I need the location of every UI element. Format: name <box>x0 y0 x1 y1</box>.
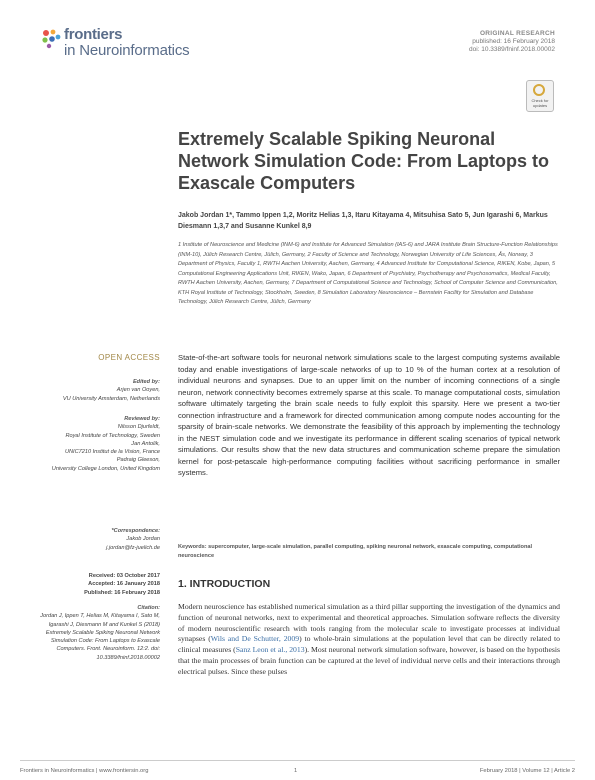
body-text-part: ). Most neuronal network simulation software, however, is based on the hypothesis that the main processes of brain function can be captured at the level of individual nerve cells and their interactions through electrical pulses. Since these pulses <box>178 645 560 676</box>
editor-block <box>40 378 160 403</box>
correspondence-block <box>40 527 160 552</box>
published-date: published: 16 February 2018 <box>472 38 555 45</box>
footer-issue: February 2018 | Volume 12 | Article 2 <box>479 768 575 774</box>
editor-affiliation: VU University Amsterdam, Netherlands <box>62 395 160 402</box>
reviewers-block <box>40 415 160 473</box>
published-date-sidebar: Published: 16 February 2018 <box>84 589 160 596</box>
open-access-label: OPEN ACCESS <box>98 353 160 362</box>
reviewer-name[interactable]: Nilsson Djurfeldt, <box>117 424 160 431</box>
keywords: Keywords: supercomputer, large-scale simulation, parallel computing, spiking neuronal network, exascale computing, computational neuroscience <box>178 544 533 559</box>
abstract: State-of-the-art software tools for neuronal network simulations scale to the largest computing systems available today and enable investigations of large-scale networks of up to 10 % of the human cortex at a resolution of individual neurons and synapses. Due to an upper limit on the number of incoming connections of a single neuron, network connectivity becomes extremely sparse at this scale. To manage computational costs, simulation software ultimately targeting the brain scale needs to fully exploit this sparsity. Here we present a two-tier connection infrastructure and a framework for directed communication among compute nodes accounting for the sparsity of brain-scale networks. We demonstrate the feasibility of this approach by implementing the technology in the NEST simulation code and we investigate its performance in different scaling scenarios of typical network simulations. Our results show that the new data structures and communication scheme prepare the simulation kernel for post-petascale high-performance computing facilities without sacrificing performance in smaller systems. <box>178 353 560 477</box>
frontiers-dots-icon <box>40 28 62 50</box>
update-ring-icon <box>533 84 545 96</box>
article-title: Extremely Scalable Spiking Neuronal Network Simulation Code: From Laptops to Exascale Computers <box>178 129 550 193</box>
edited-by-label: Edited by: <box>132 379 160 385</box>
citation-link[interactable]: Wils and De Schutter, 2009 <box>210 634 300 644</box>
reviewer-affiliation: University College London, United Kingdom <box>51 465 160 472</box>
citation-block <box>40 604 160 662</box>
editor-name[interactable]: Arjen van Ooyen, <box>116 387 160 394</box>
doi-link[interactable]: doi: 10.3389/fninf.2018.00002 <box>468 46 555 53</box>
page-number: 1 <box>294 768 298 774</box>
accepted-date: Accepted: 16 January 2018 <box>88 581 160 588</box>
article-meta <box>355 30 555 54</box>
journal-logo[interactable] <box>40 26 210 66</box>
citation-link[interactable]: Sanz Leon et al., 2013 <box>235 645 305 655</box>
citation-label: Citation: <box>137 605 160 611</box>
reviewer-name[interactable]: Jan Antolik, <box>131 440 160 447</box>
author-list: Jakob Jordan 1*, Tammo Ippen 1,2, Moritz Helias 1,3, Itaru Kitayama 4, Mitsuhisa Sato 5, Jun Igarashi 6, Markus Diesmann 1,3,7 and Susanne Kunkel 8,9 <box>178 212 548 230</box>
article-type: ORIGINAL RESEARCH <box>479 30 555 37</box>
footer-divider <box>20 760 575 761</box>
reviewed-by-label: Reviewed by: <box>124 416 160 422</box>
body-text <box>178 602 560 678</box>
citation-text: Jordan J, Ippen T, Helias M, Kitayama I, Sato M, Igarashi J, Diesmann M and Kunkel S (2018) Extremely Scalable Spiking Neuronal Network Simulation Code: From Laptops to Exascale Computers. Front. Neuroinform. 12:2. doi: 10.3389/fninf.2018.00002 <box>40 613 160 661</box>
check-for-updates-button[interactable] <box>526 80 554 112</box>
correspondence-name: Jakob Jordan <box>126 536 160 543</box>
footer-journal[interactable]: Frontiers in Neuroinformatics | www.frontiersin.org <box>20 768 149 774</box>
reviewer-name[interactable]: Padraig Gleeson, <box>116 457 160 464</box>
reviewer-affiliation: UNIC7210 Institut de la Vision, France <box>64 449 160 456</box>
reviewer-affiliation: Royal Institute of Technology, Sweden <box>65 432 160 439</box>
brand-name: frontiers <box>64 26 123 43</box>
correspondence-email[interactable]: j.jordan@fz-juelich.de <box>106 544 160 551</box>
body-text-part: ) to whole-brain simulations at the population level that can be directly related to clinical measures ( <box>178 634 561 655</box>
badge-label: Check for updates <box>531 98 549 108</box>
journal-name: in Neuroinformatics <box>64 42 190 59</box>
received-date: Received: 03 October 2017 <box>88 573 160 579</box>
body-text-part: Modern neuroscience has established numerical simulation as a third pillar supporting the investigation of the dynamics and function of neuronal networks, next to experimental and theoretical approaches. Simulation software reflects the diversity of modern neuroscientific research with tools ranging from the molecular scale to investigate processes at individual synapses ( <box>178 602 560 644</box>
affiliations: 1 Institute of Neuroscience and Medicine (INM-6) and Institute for Advanced Simulation (IAS-6) and JARA Institute Brain Structure-Function Relationships (INM-10), Jülich Research Centre, Jülich, Germany, 2 Faculty of Science and Technology, Norwegian University of Life Sciences, Ås, Norway, 3 Department of Physics, Faculty 1, RWTH Aachen University, Aachen, Germany, 4 Advanced Institute for Computational Science, RIKEN, Kobe, Japan, 5 Computational Engineering Applications Unit, RIKEN, Wako, Japan, 6 Department of Psychiatry, Psychotherapy and Psychosomatics, Medical Faculty, RWTH Aachen University, Aachen, Germany, 7 Department of Computational Science and Technology, School of Computer Science and Communication, KTH Royal Institute of Technology, Stockholm, Sweden, 8 Simulation Laboratory Neuroscience – Bernstein Facility for Simulation and Database Technology, Jülich Research Centre, Jülich, Germany <box>178 242 558 305</box>
correspondence-label: *Correspondence: <box>111 528 160 534</box>
dates-block <box>40 572 160 597</box>
section-heading: 1. INTRODUCTION <box>178 578 271 590</box>
